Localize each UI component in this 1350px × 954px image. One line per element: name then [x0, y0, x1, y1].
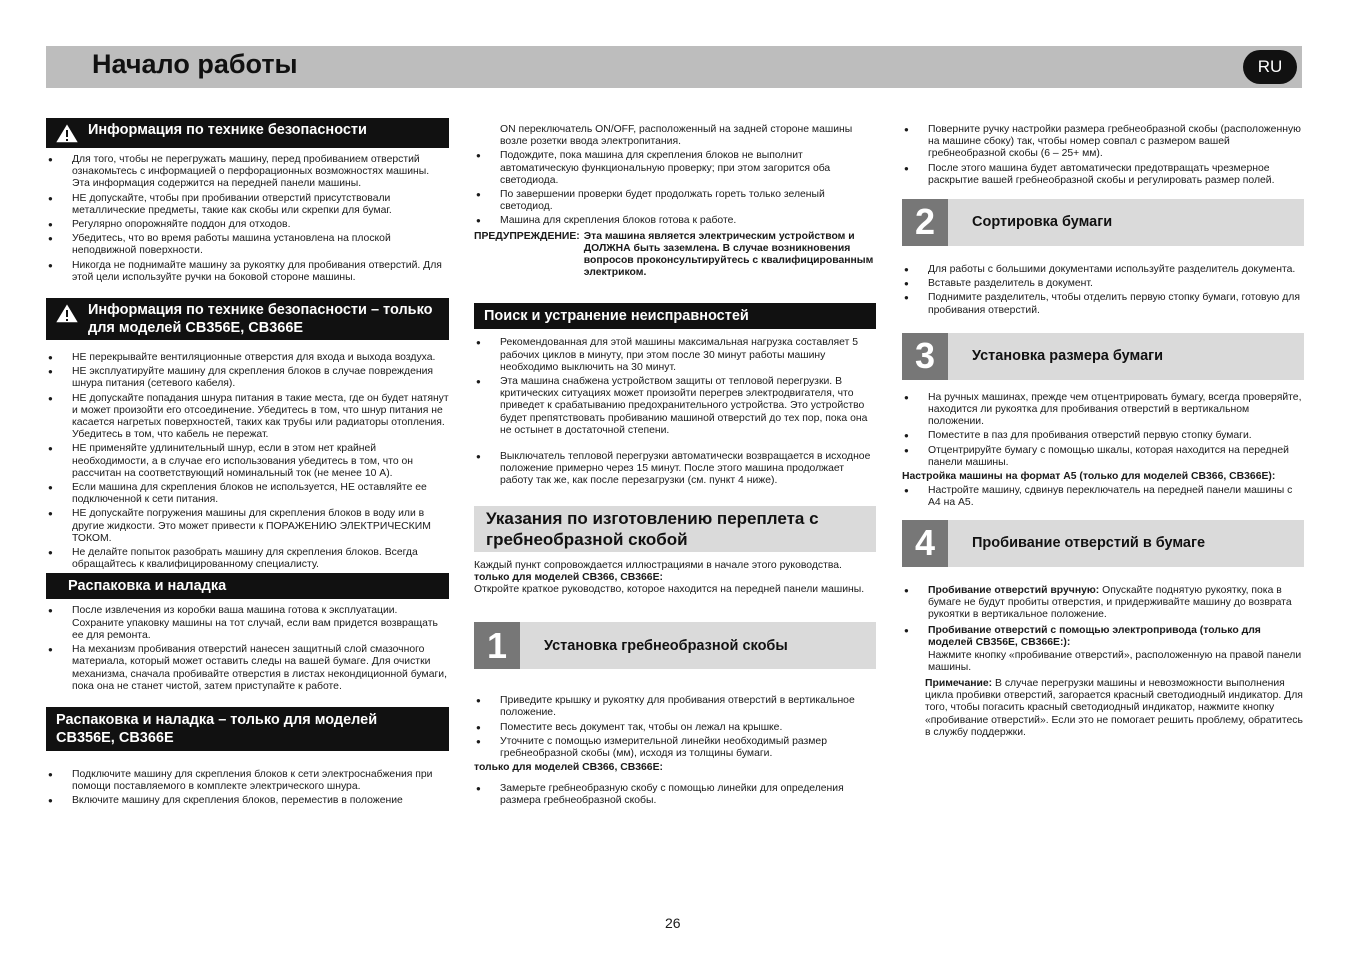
safety-list [46, 154, 449, 284]
step-title: Установка гребнеобразной скобы [544, 637, 788, 654]
list-item: ● НЕ допускайте погружения машины для скрепления блоков в воду или в другие жидкости. Это может привести к ПОРАЖЕНИЮ ЭЛЕКТРИЧЕСКИМ ТОКОМ. [46, 508, 449, 545]
step-4-list [902, 585, 1304, 674]
a5-list [902, 485, 1304, 509]
trouble-list [474, 337, 876, 487]
list-item: ● НЕ эксплуатируйте машину для скрепления блоков в случае повреждения шнура питания (сетевого кабеля). [46, 366, 449, 390]
column-2 [474, 118, 876, 809]
trouble-header: Поиск и устранение неисправностей [474, 303, 876, 329]
column-1 [46, 118, 449, 810]
page-title: Начало работы [92, 49, 298, 79]
step-title: Установка размера бумаги [972, 348, 1164, 365]
list-item: ● Рекомендованная для этой машины максимальная нагрузка составляет 5 рабочих циклов в минуту, при этом после 30 минут работы машину необходимо выключить на 30 минут. [474, 337, 876, 374]
list-item: ● Вставьте разделитель в документ. [902, 278, 1304, 290]
list-item: ● Не делайте попыток разобрать машину для скрепления блоков. Всегда обращайтесь к квалифицированному специалисту. [46, 547, 449, 571]
list-item: ● Для работы с большими документами используйте разделитель документа. [902, 264, 1304, 276]
list-item [902, 625, 1304, 674]
step-title: Пробивание отверстий в бумаге [972, 535, 1206, 552]
binding-intro: Каждый пункт сопровождается иллюстрациями в начале этого руководства. [474, 559, 842, 571]
step-number: 2 [902, 199, 948, 246]
column-3 [902, 118, 1304, 739]
unpack-header: Распаковка и наладка [46, 573, 449, 599]
list-item: ● Выключатель тепловой перегрузки автоматически возвращается в исходное положение примерно через 15 минут. После этого машина продолжает работу так же, как после перезагрузки (см. пункт 4 ниже). [474, 451, 876, 488]
list-item: ● Включите машину для скрепления блоков, переместив в положение [46, 795, 449, 807]
unpack2-header: Распаковка и наладка – только для моделей CB356E, CB366E [46, 707, 449, 751]
note-block [902, 678, 1304, 739]
page-number: 26 [665, 915, 681, 931]
list-item: ● Уточните с помощью измерительной линейки необходимый размер гребнеобразной скобы (мм), исходя из толщины бумаги. [474, 736, 876, 760]
step-number: 1 [474, 622, 520, 669]
safety-title: Информация по технике безопасности [88, 122, 367, 138]
step-number: 4 [902, 520, 948, 567]
warning-block [474, 231, 876, 280]
step-title: Сортировка бумаги [972, 214, 1113, 231]
list-item: ● НЕ допускайте попадания шнура питания в такие места, где он будет натянут и может произойти его отсоединение. Убедитесь в том, что шнур питания не касается нагретых поверхностей, таких как трубы или радиаторы отопления. Убедитесь в том, что кабель не пережат. [46, 393, 449, 442]
list-item: ● Убедитесь, что во время работы машина установлена на плоской неподвижной поверхности. [46, 233, 449, 257]
note-label: Примечание: [925, 678, 993, 690]
list-item: ● После извлечения из коробки ваша машина готова к эксплуатации. Сохраните упаковку машины на тот случай, если вам придется возвращать ее для ремонта. [46, 605, 449, 642]
safety2-list [46, 352, 449, 571]
unpack2-list [46, 769, 449, 808]
binding-text: Откройте краткое руководство, которое находится на передней панели машины. [474, 584, 865, 596]
safety2-title: Информация по технике безопасности – только для моделей CB356E, CB366E [88, 302, 433, 337]
list-item: ● Подключите машину для скрепления блоков к сети электроснабжения при помощи поставляемого в комплекте электрического шнура. [46, 769, 449, 793]
continued-text: ON переключатель ON/OFF, расположенный на задней стороне машины возле розетки ввода электропитания. [500, 124, 853, 148]
list-item: ● Для того, чтобы не перегружать машину, перед пробиванием отверстий ознакомьтесь с информацией о перфорационных возможностях машины. Эта информация содержится на передней панели машины. [46, 154, 449, 191]
step-1-header [474, 622, 876, 669]
warning-triangle-icon [54, 301, 80, 325]
electric-label: Пробивание отверстий с помощью электропривода (только для моделей CB356E, CB366E:): [928, 625, 1261, 649]
list-item: ● На ручных машинах, прежде чем отцентрировать бумагу, всегда проверяйте, находится ли рукоятка для пробивания отверстий в вертикальном положении. [902, 392, 1304, 429]
list-item: ● Поднимите разделитель, чтобы отделить первую стопку бумаги, готовую для пробивания отверстий. [902, 292, 1304, 316]
step-4-header [902, 520, 1304, 567]
list-item: ● По завершении проверки будет продолжать гореть только зеленый светодиод. [474, 189, 876, 213]
safety-header [46, 118, 449, 148]
step-1-models: только для моделей CB366, CB366E: [474, 762, 663, 774]
list-item: ● Поместите в паз для пробивания отверстий первую стопку бумаги. [902, 430, 1304, 442]
list-item: ● После этого машина будет автоматически предотвращать чрезмерное раскрытие вашей гребнеобразной скобы и регулировать размер полей. [902, 163, 1304, 187]
safety2-header [46, 298, 449, 340]
list-item: ● Никогда не поднимайте машину за рукоятку для пробивания отверстий. Для этой цели используйте ручки на боковой стороне машины. [46, 260, 449, 284]
electric-text: Нажмите кнопку «пробивание отверстий», расположенную на правой панели машины. [928, 649, 1302, 673]
step-3-list [902, 392, 1304, 469]
step-2-header [902, 199, 1304, 246]
list-item: ● Приведите крышку и рукоятку для пробивания отверстий в вертикальное положение. [474, 695, 876, 719]
note-text: В случае перегрузки машины и невозможности выполнения цикла пробивки отверстий, загорается красный светодиодный индикатор. Для того, чтобы погасить красный светодиодный индикатор, нажмите кнопку «пробивание отверстий». Если это не помогает решить проблему, обратитесь в службу поддержки. [925, 678, 1303, 738]
list-item: ● Подождите, пока машина для скрепления блоков не выполнит автоматическую функциональную проверку; при этом загорится оба светодиода. [474, 150, 876, 187]
list-item: ● НЕ применяйте удлинительный шнур, если в этом нет крайней необходимости, а в случае его использования убедитесь в том, что он рассчитан на соответствующий номинальный ток (не менее 10 А). [46, 443, 449, 480]
manual-label: Пробивание отверстий вручную: [928, 584, 1100, 596]
list-item: ● Поместите весь документ так, чтобы он лежал на крышке. [474, 722, 876, 734]
step-number: 3 [902, 333, 948, 380]
list-item: ● Машина для скрепления блоков готова к работе. [474, 215, 876, 227]
language-badge: RU [1243, 50, 1297, 84]
step-1-list-2 [474, 783, 876, 807]
unpack-list [46, 605, 449, 692]
manual-text: Опускайте поднятую рукоятку, пока в бумаге не будут пробиты отверстия, и придерживайте машину до возврата рукоятки в вертикальное положение. [928, 584, 1292, 621]
check-list [474, 150, 876, 227]
a5-heading: Настройка машины на формат А5 (только для моделей CB366, CB366E): [902, 471, 1276, 483]
list-item: ● Настройте машину, сдвинув переключатель на передней панели машины с A4 на A5. [902, 485, 1304, 509]
step-2-list [902, 264, 1304, 317]
warning-text: Эта машина является электрическим устройством и ДОЛЖНА быть заземлена. В случае возникновения вопросов проконсультируйтесь с квалифицированным электриком. [583, 230, 874, 279]
warning-label: ПРЕДУПРЕЖДЕНИЕ: [474, 230, 580, 242]
list-item: ● Поверните ручку настройки размера гребнеобразной скобы (расположенную на машине сбоку) так, чтобы номер совпал с размером вашей гребнеобразной скобы (6 – 25+ мм). [902, 124, 1304, 161]
list-item: ● Отцентрируйте бумагу с помощью шкалы, которая находится на передней панели машины. [902, 445, 1304, 469]
step-1-list [474, 695, 876, 760]
page-header [46, 46, 1302, 88]
list-item: ● НЕ перекрывайте вентиляционные отверстия для входа и выхода воздуха. [46, 352, 449, 364]
warning-triangle-icon [54, 121, 80, 145]
list-item: ● Если машина для скрепления блоков не используется, НЕ оставляйте ее подключенной к сети питания. [46, 482, 449, 506]
list-item: ● Эта машина снабжена устройством защиты от тепловой перегрузки. В критических ситуациях может произойти перегрев электродвигателя, что приведет к срабатыванию предохранительного устройства. Это устройство будет препятствовать пробиванию машиной отверстий до тех пор, пока она не остынет в достаточной степени. [474, 376, 876, 437]
dial-list [902, 124, 1304, 187]
list-item: ● Регулярно опорожняйте поддон для отходов. [46, 219, 449, 231]
list-item [902, 585, 1304, 622]
list-item: ● НЕ допускайте, чтобы при пробивании отверстий присутствовали металлические предметы, такие как скобы или скрепки для бумаг. [46, 193, 449, 217]
list-item: ● Замерьте гребнеобразную скобу с помощью линейки для определения размера гребнеобразной скобы. [474, 783, 876, 807]
binding-models: только для моделей CB366, CB366E: [474, 571, 663, 583]
binding-header: Указания по изготовлению переплета с гребнеобразной скобой [474, 506, 876, 552]
step-3-header [902, 333, 1304, 380]
list-item: ● На механизм пробивания отверстий нанесен защитный слой смазочного материала, который может оставить следы на вашей бумаге. Для очистки механизма, сначала пробивайте отверстия в листах некондиционной бумаги, пока она не станет чистой, затем приступайте к работе. [46, 644, 449, 693]
